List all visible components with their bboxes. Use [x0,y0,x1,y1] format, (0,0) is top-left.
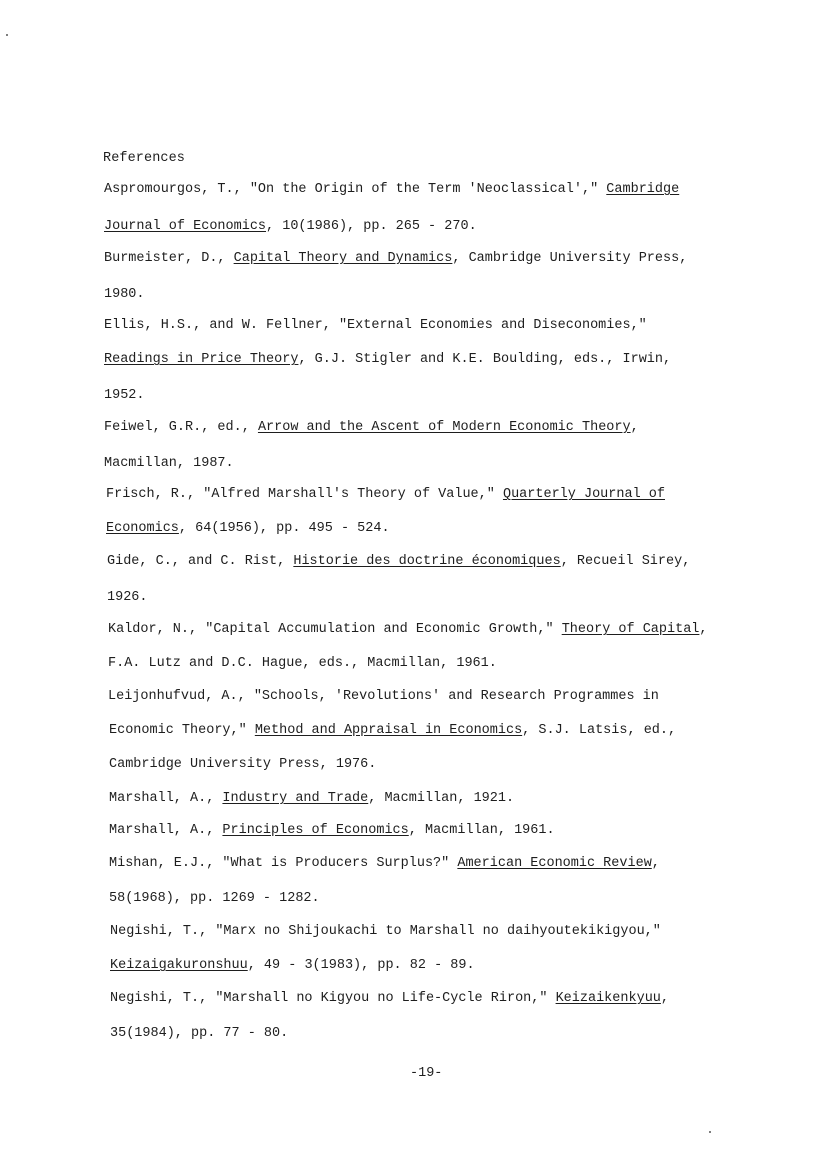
reference-line [104,218,477,235]
reference-text: , Recueil Sirey, [560,554,691,569]
reference-line [104,455,234,472]
reference-line [109,855,660,872]
reference-line [109,722,676,739]
reference-text: Cambridge University Press, 1976. [109,757,377,772]
reference-text: , 64(1956), pp. 495 - 524. [178,521,390,536]
reference-line [108,688,659,705]
page-number: -19- [410,1066,443,1081]
reference-line [107,589,148,606]
publication-title: Readings in Price Theory [104,352,299,367]
reference-text: , S.J. Latsis, ed., [522,723,677,738]
reference-line [108,621,708,638]
reference-text: , Macmillan, 1921. [368,791,515,806]
publication-title: Economics [106,521,179,536]
reference-text: 1926. [107,590,148,605]
reference-text: , [630,420,639,435]
references-heading: References [103,151,186,166]
publication-title: Keizaikenkyuu [555,991,661,1006]
publication-title: Journal of Economics [104,219,267,234]
reference-line [104,181,679,198]
reference-line [108,655,497,672]
reference-text: 58(1968), pp. 1269 - 1282. [109,891,320,906]
scan-speck [6,34,8,36]
reference-text: , Macmillan, 1961. [408,823,555,838]
publication-title: Method and Appraisal in Economics [254,723,523,738]
reference-line [104,419,639,436]
reference-text: , [699,622,708,637]
reference-text: Marshall, A., [109,823,223,838]
reference-text: 1952. [104,388,145,403]
reference-line [110,957,475,974]
reference-line [109,790,514,807]
reference-text: , [651,856,660,871]
reference-text: , 49 - 3(1983), pp. 82 - 89. [247,958,475,973]
reference-line [109,756,376,773]
publication-title: Industry and Trade [222,791,369,806]
publication-title: Theory of Capital [561,622,700,637]
reference-line [106,486,665,503]
reference-text: F.A. Lutz and D.C. Hague, eds., Macmillan, 1961. [108,656,497,671]
reference-line [104,317,647,334]
scan-speck [709,1131,711,1133]
reference-line [104,286,145,303]
publication-title: American Economic Review [457,856,652,871]
reference-text: Kaldor, N., "Capital Accumulation and Economic Growth," [108,622,562,637]
reference-text: Gide, C., and C. Rist, [107,554,294,569]
reference-line [104,387,145,404]
reference-line [110,990,669,1007]
reference-line [109,890,320,907]
reference-line [104,250,687,267]
reference-line [107,553,690,570]
reference-text: Marshall, A., [109,791,223,806]
reference-text: , 10(1986), pp. 265 - 270. [266,219,477,234]
reference-text: Negishi, T., "Marshall no Kigyou no Life-Cycle Riron," [110,991,556,1006]
publication-title: Arrow and the Ascent of Modern Economic Theory [257,420,631,435]
publication-title: Quarterly Journal of [502,487,665,502]
reference-text: Aspromourgos, T., "On the Origin of the Term 'Neoclassical'," [104,182,607,197]
reference-text: Leijonhufvud, A., "Schools, 'Revolutions' and Research Programmes in [108,689,659,704]
reference-text: Mishan, E.J., "What is Producers Surplus?" [109,856,458,871]
reference-text: Ellis, H.S., and W. Fellner, "External Economies and Diseconomies," [104,318,647,333]
publication-title: Historie des doctrine économiques [293,554,561,569]
reference-line [110,1025,288,1042]
reference-text: 1980. [104,287,145,302]
reference-text: 35(1984), pp. 77 - 80. [110,1026,289,1041]
reference-line [110,923,661,940]
publication-title: Capital Theory and Dynamics [233,251,453,266]
reference-text: , Cambridge University Press, [452,251,688,266]
publication-title: Principles of Economics [222,823,409,838]
publication-title: Cambridge [606,182,680,197]
reference-text: , G.J. Stigler and K.E. Boulding, eds., Irwin, [298,352,672,367]
reference-line [109,822,555,839]
reference-text: Economic Theory," [109,723,255,738]
reference-text: Feiwel, G.R., ed., [104,420,258,435]
publication-title: Keizaigakuronshuu [110,958,248,973]
reference-text: Macmillan, 1987. [104,456,234,471]
reference-text: Frisch, R., "Alfred Marshall's Theory of Value," [106,487,503,502]
reference-line [104,351,671,368]
reference-text: Burmeister, D., [104,251,234,266]
reference-text: , [660,991,670,1006]
reference-line [106,520,390,537]
reference-text: Negishi, T., "Marx no Shijoukachi to Marshall no daihyoutekikigyou," [110,924,661,939]
